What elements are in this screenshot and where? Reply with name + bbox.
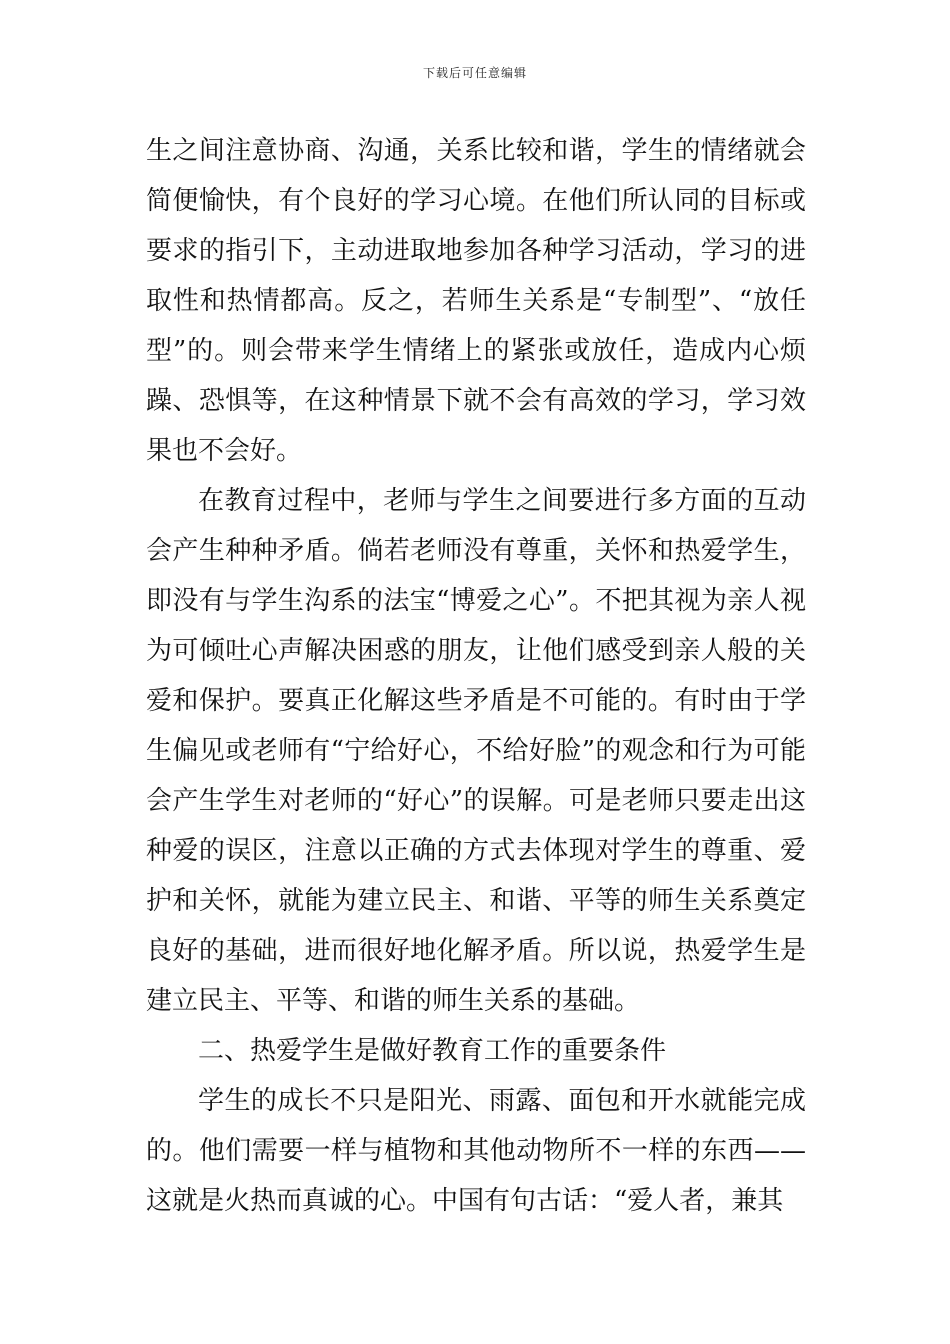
paragraph-3: 学生的成长不只是阳光、雨露、面包和开水就能完成的。他们需要一样与植物和其他动物所不一样的东西——这就是火热而真诚的心。中国有句古话：“爱人者，兼其 [146, 1086, 806, 1216]
paragraph-2: 在教育过程中，老师与学生之间要进行多方面的互动会产生种种矛盾。倘若老师没有尊重，关怀和热爱学生，即没有与学生沟系的法宝“博爱之心”。不把其视为亲人视为可倾吐心声解决困惑的朋友，让他们感受到亲人般的关爱和保护。要真正化解这些矛盾是不可能的。有时由于学生偏见或老师有“宁给好心，不给好脸”的观念和行为可能会产生学生对老师的“好心”的误解。可是老师只要走出这种爱的误区，注意以正确的方式去体现对学生的尊重、爱护和关怀，就能为建立民主、和谐、平等的师生关系奠定良好的基础，进而很好地化解矛盾。所以说，热爱学生是建立民主、平等、和谐的师生关系的基础。 [146, 486, 806, 1016]
document-body [146, 126, 806, 1226]
paragraph-1: 生之间注意协商、沟通，关系比较和谐，学生的情绪就会简便愉快，有个良好的学习心境。在他们所认同的目标或要求的指引下，主动进取地参加各种学习活动，学习的进取性和热情都高。反之，若师生关系是“专制型”、“放任型”的。则会带来学生情绪上的紧张或放任，造成内心烦躁、恐惧等，在这种情景下就不会有高效的学习，学习效果也不会好。 [146, 136, 806, 466]
page-header: 下载后可任意编辑 [422, 66, 527, 80]
section-heading: 二、热爱学生是做好教育工作的重要条件 [198, 1036, 667, 1066]
